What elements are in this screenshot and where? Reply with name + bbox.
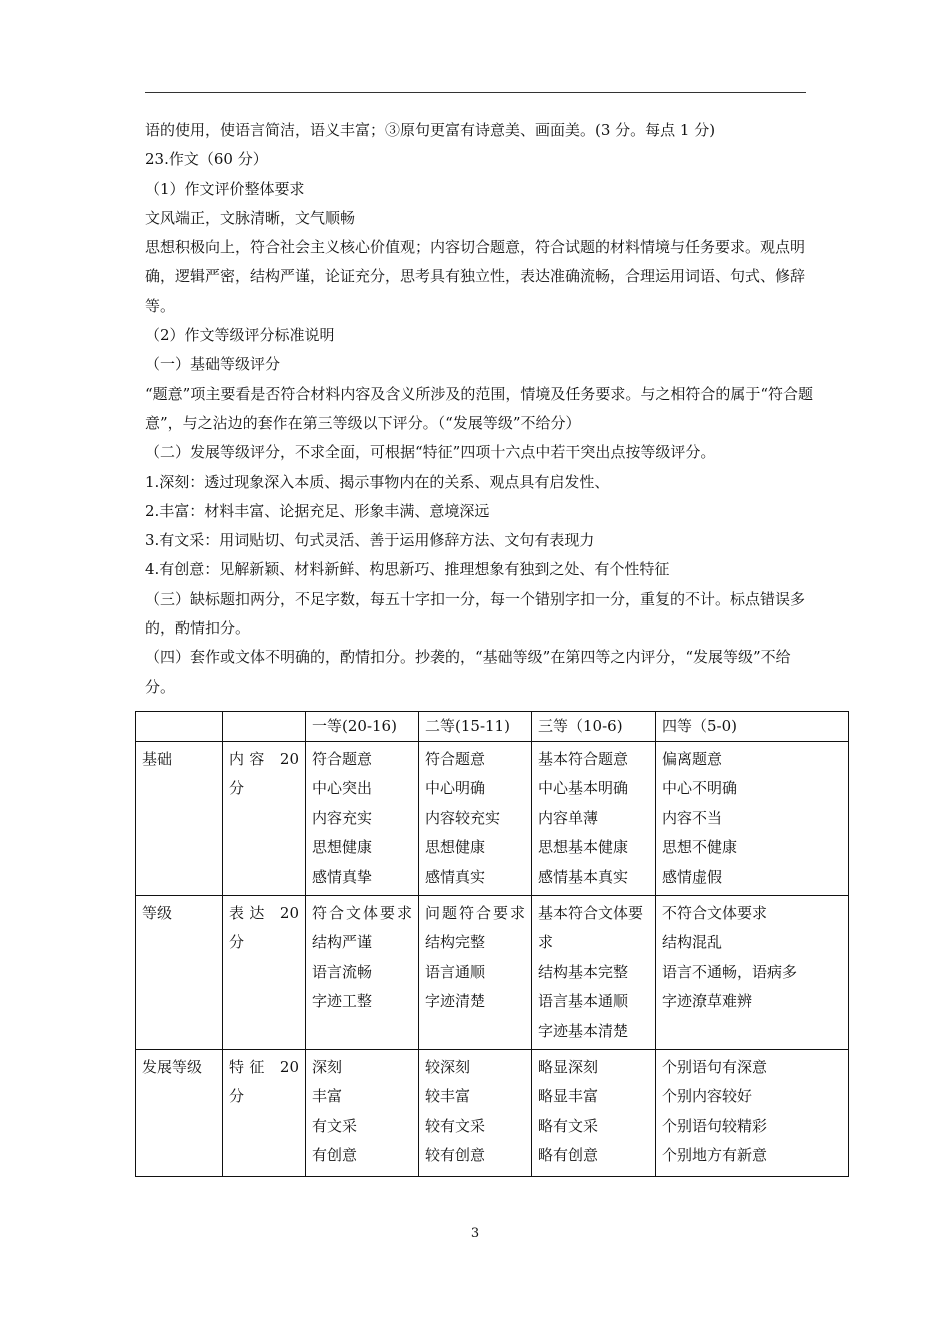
grade-criterion: 结构严谨 (312, 933, 373, 952)
paragraph-point-literary: 3.有文采：用词贴切、句式灵活、善于运用修辞方法、文句有表现力 (145, 531, 595, 550)
grade-criterion: 个别语句较精彩 (662, 1116, 768, 1135)
item-cell: 内容 20 分 (223, 742, 306, 896)
grade-criterion: 语言流畅 (312, 962, 373, 981)
paragraph-topic-explanation: “题意”项主要看是否符合材料内容及含义所涉及的范围，情境及任务要求。与之相符合的属于“符合题意”，与之沾边的套作在第三等级以下评分。（“发展等级”不给分） (145, 384, 814, 432)
grade-criterion: 符合文体要求 (312, 904, 412, 923)
grade-criterion: 较有创意 (425, 1146, 486, 1165)
grade-criterion: 字迹清楚 (425, 992, 486, 1011)
grading-table (135, 711, 849, 1177)
grade-criterion: 丰富 (312, 1087, 343, 1106)
item-cell: 特征 20 分 (223, 1050, 306, 1177)
grade-criterion: 基本符合文体要求 (538, 904, 644, 952)
grade-criterion: 语言基本通顺 (538, 992, 629, 1011)
grade-cell (419, 1050, 532, 1177)
paragraph-content-requirement: 思想积极向上，符合社会主义核心价值观；内容切合题意，符合试题的材料情境与任务要求。观点明确，逻辑严密，结构严谨，论证充分，思考具有独立性，表达准确流畅，合理运用词语、句式、修辞等。 (145, 238, 806, 315)
grade-criterion: 有文采 (312, 1116, 358, 1135)
grade-criterion: 问题符合要求 (425, 904, 525, 923)
grade-criterion: 思想不健康 (662, 838, 738, 857)
grade-criterion: 字迹潦草难辨 (662, 992, 753, 1011)
table-header-cell: 二等(15-11) (419, 712, 532, 742)
table-header-cell: 三等（10-6) (532, 712, 656, 742)
paragraph-point-creativity: 4.有创意：见解新颖、材料新鲜、构思新巧、推理想象有独到之处、有个性特征 (145, 560, 670, 579)
grade-criterion: 字迹基本清楚 (538, 1021, 629, 1040)
grade-criterion: 不符合文体要求 (662, 904, 768, 923)
grade-cell (306, 896, 419, 1050)
grade-cell (419, 742, 532, 896)
grade-criterion: 感情真实 (425, 867, 486, 886)
grade-criterion: 内容单薄 (538, 808, 599, 827)
grade-criterion: 思想健康 (425, 838, 486, 857)
body-text (145, 116, 815, 702)
header-rule (145, 92, 806, 93)
grade-criterion: 个别地方有新意 (662, 1146, 768, 1165)
table-row (136, 1050, 849, 1177)
paragraph-style-requirement: 文风端正，文脉清晰，文气顺畅 (145, 208, 356, 227)
grade-cell (656, 742, 849, 896)
grade-cell (419, 896, 532, 1050)
page-number: 3 (470, 1226, 480, 1241)
grade-criterion: 偏离题意 (662, 750, 723, 768)
paragraph-grading-standard-heading: （2）作文等级评分标准说明 (145, 326, 335, 345)
grade-cell (656, 1050, 849, 1177)
grade-cell (656, 896, 849, 1050)
grade-criterion: 较有文采 (425, 1116, 486, 1135)
grade-criterion: 个别语句有深意 (662, 1058, 768, 1077)
paragraph-development-level: （二）发展等级评分，不求全面，可根据“特征”四项十六点中若干突出点按等级评分。 (145, 443, 716, 462)
grade-criterion: 略有文采 (538, 1116, 599, 1135)
grade-criterion: 思想基本健康 (538, 838, 629, 857)
grade-criterion: 略显深刻 (538, 1058, 599, 1077)
grade-criterion: 略有创意 (538, 1146, 599, 1165)
grade-criterion: 略显丰富 (538, 1087, 599, 1106)
table-header-cell: 四等（5-0) (656, 712, 849, 742)
grade-criterion: 感情真挚 (312, 867, 373, 886)
grade-criterion: 结构基本完整 (538, 962, 629, 981)
grade-criterion: 符合题意 (425, 750, 486, 768)
grade-criterion: 中心突出 (312, 779, 373, 798)
grade-cell (532, 742, 656, 896)
table-header-row (136, 712, 849, 742)
grade-criterion: 深刻 (312, 1058, 343, 1077)
paragraph-overall-requirements-heading: （1）作文评价整体要求 (145, 179, 305, 198)
paragraph-point-depth: 1.深刻：透过现象深入本质、揭示事物内在的关系、观点具有启发性、 (145, 472, 610, 491)
grade-criterion: 字迹工整 (312, 992, 373, 1011)
grade-criterion: 思想健康 (312, 838, 373, 857)
category-cell: 基础 (136, 742, 223, 896)
grade-criterion: 个别内容较好 (662, 1087, 753, 1106)
paragraph-plagiarism: （四）套作或文体不明确的，酌情扣分。抄袭的，“基础等级”在第四等之内评分，“发展等级”不给分。 (145, 648, 791, 696)
table-row (136, 896, 849, 1050)
paragraph-point-richness: 2.丰富：材料丰富、论据充足、形象丰满、意境深远 (145, 501, 490, 520)
grade-criterion: 内容较充实 (425, 808, 501, 827)
grade-cell (532, 1050, 656, 1177)
table-header-cell (223, 712, 306, 742)
grade-criterion: 基本符合题意 (538, 750, 629, 768)
grade-criterion: 较丰富 (425, 1087, 471, 1106)
table-row (136, 742, 849, 896)
grade-criterion: 内容不当 (662, 808, 723, 827)
grade-cell (532, 896, 656, 1050)
grade-criterion: 中心不明确 (662, 779, 738, 798)
paragraph-answer-tail: 语的使用，使语言简洁，语义丰富；③原句更富有诗意美、画面美。(3 分。每点 1 分) (145, 121, 716, 139)
item-cell: 表达 20 分 (223, 896, 306, 1050)
grade-criterion: 感情虚假 (662, 867, 723, 886)
grade-criterion: 结构混乱 (662, 933, 723, 952)
grade-criterion: 内容充实 (312, 808, 373, 827)
grade-criterion: 有创意 (312, 1146, 358, 1165)
grade-criterion: 中心明确 (425, 779, 486, 798)
grade-criterion: 语言不通畅，语病多 (662, 962, 798, 981)
paragraph-basic-level-heading: （一）基础等级评分 (145, 355, 281, 374)
grade-cell (306, 742, 419, 896)
category-cell: 等级 (136, 896, 223, 1050)
paragraph-deductions: （三）缺标题扣两分，不足字数，每五十字扣一分，每一个错别字扣一分，重复的不计。标点错误多的，酌情扣分。 (145, 589, 806, 638)
table-header-cell (136, 712, 223, 742)
grade-criterion: 感情基本真实 (538, 867, 629, 886)
grade-cell (306, 1050, 419, 1177)
grade-criterion: 结构完整 (425, 933, 486, 952)
category-cell: 发展等级 (136, 1050, 223, 1177)
grade-criterion: 较深刻 (425, 1058, 471, 1077)
grade-criterion: 符合题意 (312, 750, 373, 768)
grade-criterion: 中心基本明确 (538, 779, 629, 798)
table-header-cell: 一等(20-16) (306, 712, 419, 742)
grade-criterion: 语言通顺 (425, 962, 486, 981)
paragraph-q23-title: 23.作文（60 分） (145, 150, 268, 169)
